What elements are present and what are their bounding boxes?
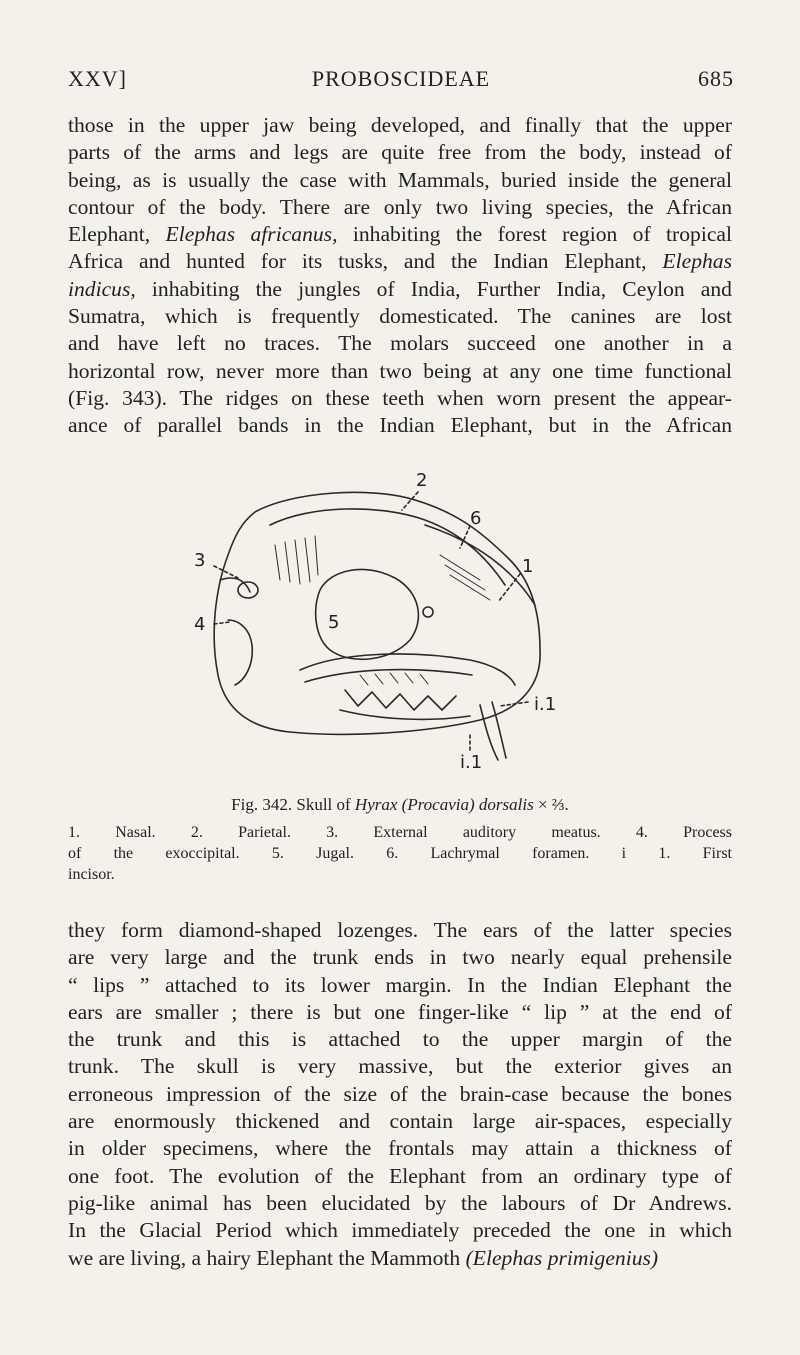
figure-label-i1-right: i.1 <box>534 694 557 715</box>
text-line: parts of the arms and legs are quite free from the body, instead of <box>68 140 732 165</box>
text-line: being, as is usually the case with Mammals, buried inside the general <box>68 167 732 192</box>
text-line: Elephant, Elephas africanus, inhabiting the forest region of tropical <box>68 222 733 247</box>
text-line: Sumatra, which is frequently domesticated. The canines are lost <box>68 304 732 329</box>
text-line: they form diamond-shaped lozenges. The ears of the latter species <box>68 918 732 942</box>
text-line: erroneous impression of the size of the brain-case because the bones <box>68 1081 732 1106</box>
species-name: Elephas africanus, <box>165 222 338 247</box>
text-line: indicus, inhabiting the jungles of India, Further India, Ceylon and <box>68 276 732 301</box>
figure-label-1: 1 <box>522 556 534 577</box>
text-line: In the Glacial Period which immediately preceded the one in which <box>68 1218 732 1243</box>
text-line: horizontal row, never more than two being at any one time functional <box>68 358 732 383</box>
legend-line: of the exoccipital. 5. Jugal. 6. Lachrymal foramen. i 1. First <box>68 845 732 862</box>
page-number: 685 <box>698 66 734 91</box>
text-line: Africa and hunted for its tusks, and the Indian Elephant, Elephas <box>68 249 732 274</box>
chapter-number: XXV] <box>68 66 127 91</box>
text-line: the trunk and this is attached to the upper margin of the <box>68 1027 732 1052</box>
text-line: in older specimens, where the frontals may attain a thickness of <box>68 1136 732 1161</box>
figure-label-i1-bottom: i.1 <box>460 752 483 770</box>
text-line: ears are smaller ; there is but one finger-like “ lip ” at the end of <box>68 999 732 1024</box>
figure-label-6: 6 <box>470 508 482 529</box>
text-line: pig-like animal has been elucidated by the labours of Dr Andrews. <box>68 1190 732 1215</box>
text-line: are enormously thickened and contain large air-spaces, especially <box>68 1109 732 1134</box>
text-line: those in the upper jaw being developed, and finally that the upper <box>68 113 732 137</box>
running-title: PROBOSCIDEAE <box>311 66 491 91</box>
figure-label-3: 3 <box>194 550 206 571</box>
figure-label-4: 4 <box>194 614 206 635</box>
text-line: ance of parallel bands in the Indian Elephant, but in the African <box>68 413 732 438</box>
text-line: one foot. The evolution of the Elephant from an ordinary type of <box>68 1163 732 1188</box>
figure-legend <box>68 822 732 885</box>
legend-line: 1. Nasal. 2. Parietal. 3. External auditory meatus. 4. Process <box>68 824 732 841</box>
legend-line: incisor. <box>68 866 115 883</box>
text-line: are very large and the trunk ends in two nearly equal prehensile <box>68 945 732 970</box>
figure-caption: Fig. 342. Skull of Hyrax (Procavia) dorsalis × ⅔. <box>231 795 569 814</box>
figure-label-5: 5 <box>328 612 340 633</box>
species-name: indicus, <box>68 276 136 301</box>
skull-illustration <box>180 470 620 770</box>
figure-label-2: 2 <box>416 470 428 491</box>
figure-number: Fig. 342. <box>231 795 293 814</box>
genus-name: Elephas <box>662 249 732 274</box>
figure-hyrax-skull <box>180 470 620 770</box>
text-line: and have left no traces. The molars succeed one another in a <box>68 331 732 356</box>
text-line: we are living, a hairy Elephant the Mammoth (Elephas primigenius) <box>68 1245 659 1270</box>
paragraph-1 <box>68 112 732 440</box>
paragraph-2 <box>68 917 732 1272</box>
species-name: (Elephas primigenius) <box>465 1245 659 1270</box>
text-line: contour of the body. There are only two living species, the African <box>68 194 732 219</box>
text-line: “ lips ” attached to its lower margin. In the Indian Elephant the <box>68 972 732 997</box>
text-line: trunk. The skull is very massive, but the exterior gives an <box>68 1054 732 1079</box>
text-line: (Fig. 343). The ridges on these teeth when worn present the appear- <box>68 385 732 410</box>
running-header <box>68 66 734 96</box>
